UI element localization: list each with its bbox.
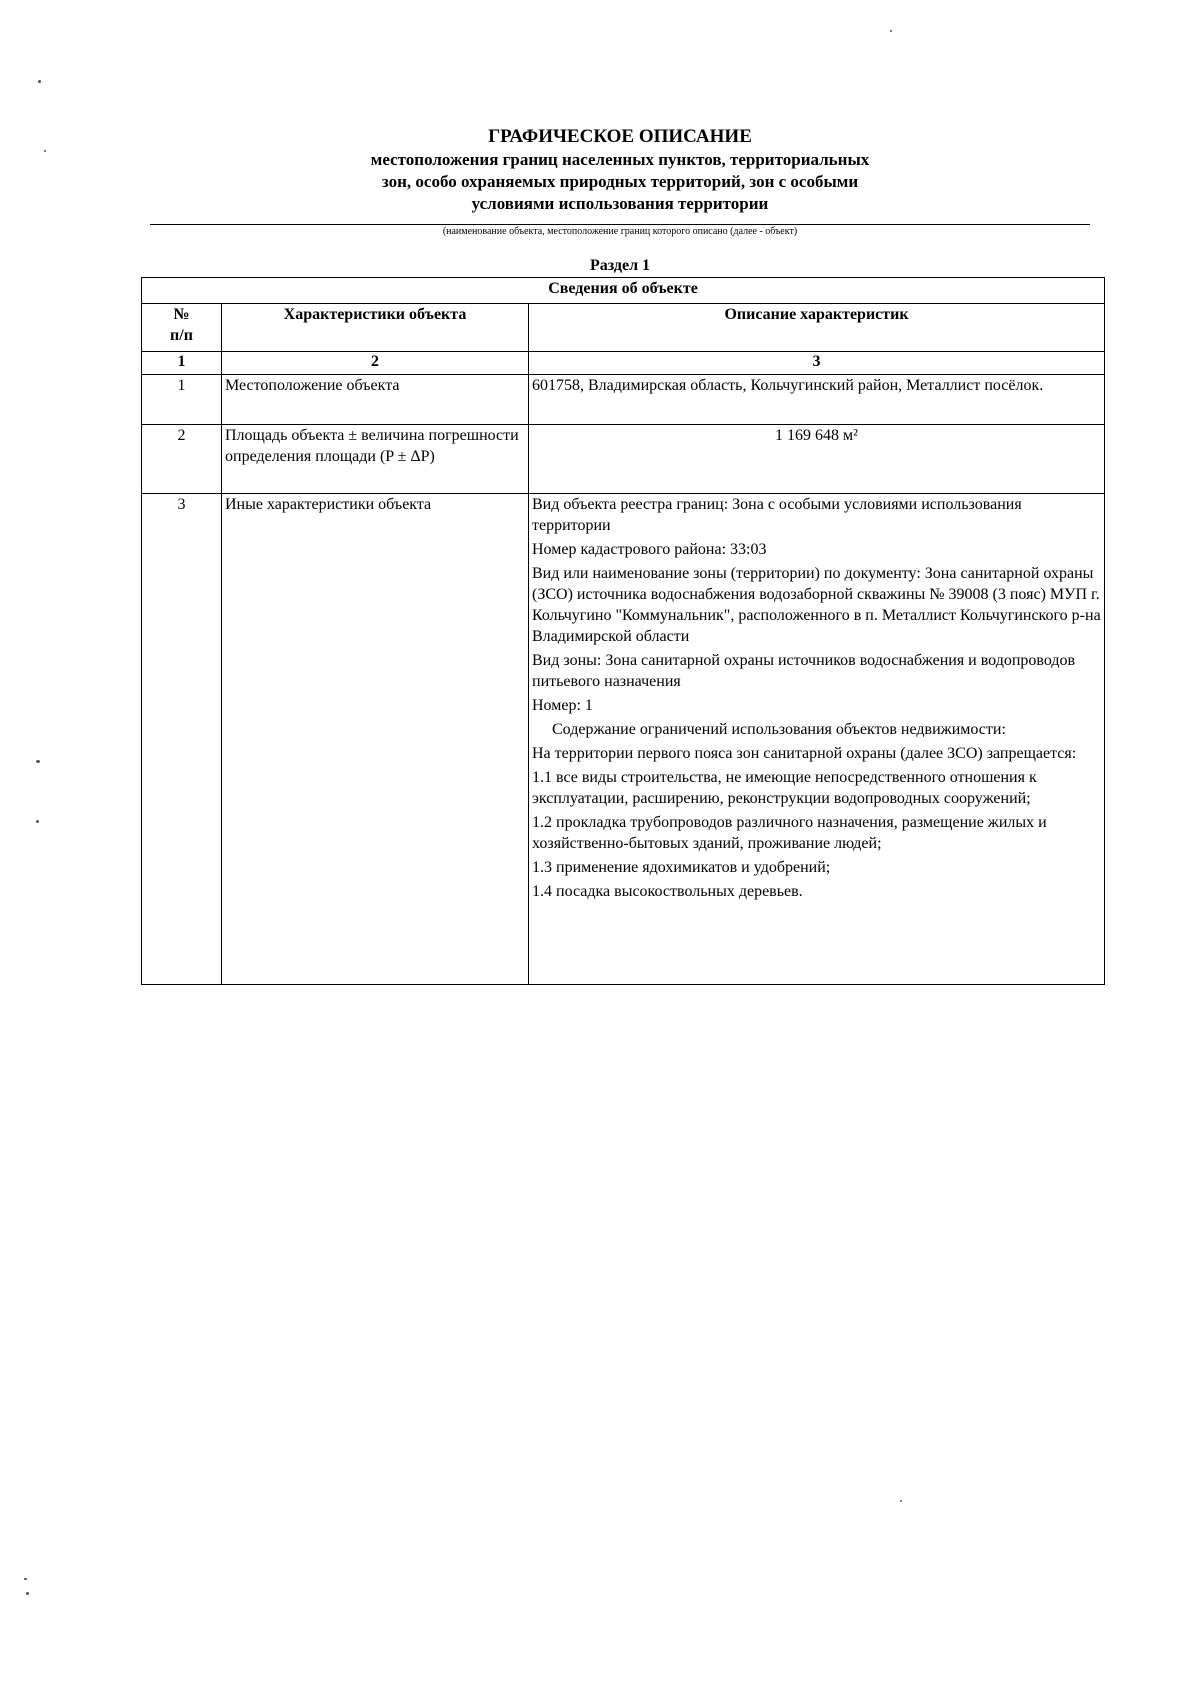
table-caption: Сведения об объекте (142, 278, 1105, 304)
table-row (142, 425, 1105, 494)
header-description: Описание характеристик (529, 304, 1105, 352)
document-subtitle-line-3: условиями использования территории (471, 194, 769, 213)
scan-speck (36, 820, 39, 823)
row-number: 2 (142, 425, 222, 494)
title-block (140, 125, 1100, 215)
description-paragraph: Номер: 1 (532, 697, 593, 714)
object-caption: (наименование объекта, местоположение границ которого описано (далее - объект) (442, 226, 798, 237)
scan-speck (890, 30, 892, 32)
underline-rule (150, 224, 1090, 225)
row-characteristic: Иные характеристики объекта (222, 494, 529, 985)
header-number-line-1: № (173, 306, 190, 323)
column-number-2: 2 (222, 352, 529, 375)
description-paragraph: 1.4 посадка высокоствольных деревьев. (532, 883, 803, 900)
document-title: ГРАФИЧЕСКОЕ ОПИСАНИЕ (488, 126, 752, 147)
description-paragraph: На территории первого пояса зон санитарной охраны (далее ЗСО) запрещается: (532, 745, 1077, 762)
description-paragraph: Вид зоны: Зона санитарной охраны источников водоснабжения и водопроводов питьевого назначения (532, 652, 1076, 690)
row-characteristic: Площадь объекта ± величина погрешности определения площади (P ± ΔP) (222, 425, 529, 494)
header-number-line-2: п/п (170, 327, 193, 344)
description-paragraph: 1.2 прокладка трубопроводов различного назначения, размещение жилых и хозяйственно-бытовых зданий, проживание людей; (532, 814, 1047, 852)
scan-speck (24, 1578, 27, 1580)
row-number: 3 (142, 494, 222, 985)
description-paragraph: 1.3 применение ядохимикатов и удобрений; (532, 859, 831, 876)
scan-speck (44, 150, 46, 152)
description-paragraph: Вид объекта реестра границ: Зона с особыми условиями использования территории (532, 496, 1022, 534)
document-subtitle-line-1: местоположения границ населенных пунктов, территориальных (370, 150, 870, 169)
section-label: Раздел 1 (589, 257, 651, 274)
description-paragraph: 1.1 все виды строительства, не имеющие непосредственного отношения к эксплуатации, расширению, реконструкции водопроводных сооружений; (532, 769, 1037, 807)
column-number-3: 3 (529, 352, 1105, 375)
document-subtitle-line-2: зон, особо охраняемых природных территорий, зон с особыми (381, 172, 859, 191)
row-number: 1 (142, 375, 222, 425)
header-number (142, 304, 222, 352)
scan-speck (38, 80, 41, 83)
row-characteristic: Местоположение объекта (222, 375, 529, 425)
column-number-1: 1 (142, 352, 222, 375)
table-row (142, 375, 1105, 425)
scan-speck (900, 1500, 902, 1502)
header-characteristics: Характеристики объекта (222, 304, 529, 352)
row-description: 1 169 648 м² (529, 425, 1105, 494)
description-paragraph: Номер кадастрового района: 33:03 (532, 541, 767, 558)
description-paragraph: Содержание ограничений использования объектов недвижимости: (552, 721, 1006, 738)
object-info-table (141, 277, 1105, 985)
row-description: 601758, Владимирская область, Кольчугинский район, Металлист посёлок. (529, 375, 1105, 425)
scan-speck (36, 760, 40, 763)
table-caption-row (142, 278, 1105, 304)
scan-speck (26, 1592, 29, 1595)
row-description (529, 494, 1105, 985)
description-paragraph: Вид или наименование зоны (территории) по документу: Зона санитарной охраны (ЗСО) источника водоснабжения водозаборной скважины № 39008 (3 пояс) МУП г. Кольчугино "Коммунальник", расположенного в п. Металлист Кольчугинского р-на Владимирской области (532, 565, 1101, 645)
column-number-row (142, 352, 1105, 375)
table-header-row (142, 304, 1105, 352)
table-row (142, 494, 1105, 985)
